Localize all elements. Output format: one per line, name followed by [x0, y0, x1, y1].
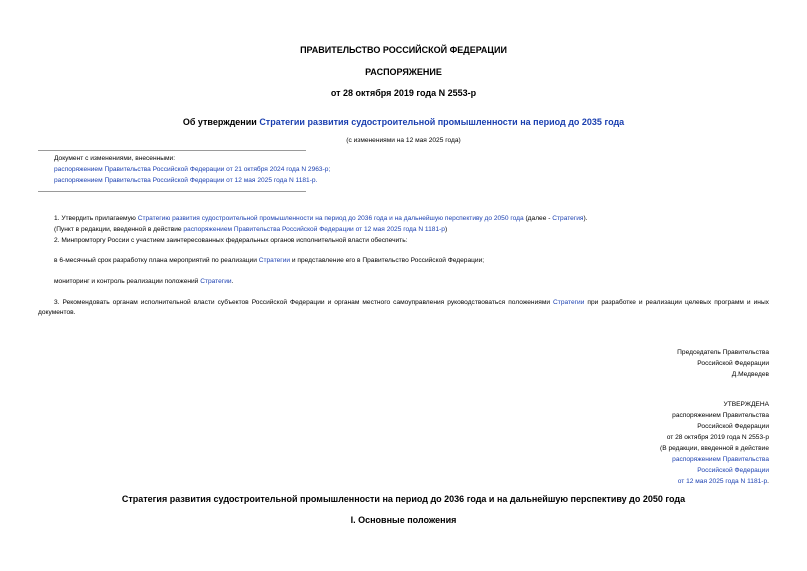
approved-link-3[interactable]: от 12 мая 2025 года N 1181-р	[677, 478, 768, 485]
p2a-text-a: в 6-месячный срок разработку плана мероприятий по реализации	[54, 257, 259, 264]
paragraph-2b	[54, 277, 233, 287]
document-date-number: от 28 октября 2019 года N 2553-р	[330, 88, 477, 98]
title-prefix: Об утверждении	[182, 117, 260, 127]
approved-line-5: (В редакции, введенной в действие	[660, 445, 769, 452]
changes-heading: Документ с изменениями, внесенными:	[54, 155, 176, 162]
p1-text-b: (далее -	[523, 215, 553, 222]
change-link-2025[interactable]: распоряжением Правительства Российской Федерации от 12 мая 2025 года N 1181-р.	[54, 177, 318, 184]
approved-link-3-row	[678, 478, 769, 485]
p2b-text-b: .	[231, 278, 234, 285]
p3-text-b: при разработке и реализации целевых программ и иных документов.	[38, 299, 769, 316]
government-heading: ПРАВИТЕЛЬСТВО РОССИЙСКОЙ ФЕДЕРАЦИИ	[300, 45, 507, 55]
approved-heading: УТВЕРЖДЕНА	[723, 401, 769, 408]
signature-position: Председатель Правительства	[677, 349, 769, 356]
p3-strategy-link[interactable]: Стратегии	[553, 299, 585, 306]
p1-note-link[interactable]: распоряжением Правительства Российской Федерации от 12 мая 2025 года N 1181-р	[183, 226, 445, 233]
section-title: I. Основные положения	[350, 515, 457, 525]
p1-text-c: ).	[583, 215, 588, 222]
paragraph-2: 2. Минпромторгу России с участием заинтересованных федеральных органов исполнительной власти обеспечить:	[54, 237, 408, 244]
paragraph-1-note	[54, 225, 447, 235]
p2b-text-a: мониторинг и контроль реализации положений	[54, 278, 201, 285]
approved-link-2[interactable]: Российской Федерации	[697, 467, 769, 474]
document-title	[0, 117, 807, 127]
change-link-2024[interactable]: распоряжением Правительства Российской Федерации от 21 октября 2024 года N 2963-р;	[54, 166, 331, 173]
approved-tail: .	[767, 478, 769, 485]
signature-country: Российской Федерации	[697, 360, 769, 367]
p1-note-text-a: (Пункт в редакции, введенной в действие	[54, 226, 184, 233]
paragraph-1	[54, 214, 588, 224]
p2a-strategy-link[interactable]: Стратегии	[258, 257, 291, 264]
changes-bottom-divider	[38, 191, 306, 192]
approved-line-2: распоряжением Правительства	[672, 412, 769, 419]
strategy-2035-link[interactable]: Стратегии развития судостроительной промышленности на период до 2035 года	[259, 117, 625, 127]
paragraph-2a	[54, 256, 484, 266]
strategy-short-link[interactable]: Стратегия	[552, 215, 584, 222]
signature-name: Д.Медведев	[731, 371, 769, 378]
p2b-strategy-link[interactable]: Стратегии	[200, 278, 232, 285]
approved-line-3: Российской Федерации	[697, 423, 769, 430]
p3-text-a: 3. Рекомендовать органам исполнительной власти субъектов Российской Федерации и органам местного самоуправления руководствоваться положениями	[54, 299, 554, 306]
strategy-2036-link[interactable]: Стратегию развития судостроительной промышленности на период до 2036 года и на дальнейшую перспективу до 2050 года	[137, 215, 524, 222]
p1-note-text-b: )	[444, 226, 448, 233]
paragraph-3	[38, 298, 769, 318]
approved-line-4: от 28 октября 2019 года N 2553-р	[666, 434, 769, 441]
approved-link-1[interactable]: распоряжением Правительства	[672, 456, 769, 463]
changes-top-divider	[38, 150, 306, 151]
strategy-title: Стратегия развития судостроительной промышленности на период до 2036 года и на дальнейшую перспективу до 2050 года	[121, 494, 686, 504]
document-type: РАСПОРЯЖЕНИЕ	[365, 67, 442, 77]
p1-text-a: 1. Утвердить прилагаемую	[54, 215, 138, 222]
p2a-text-b: и представление его в Правительство Российской Федерации;	[290, 257, 485, 264]
revision-note: (с изменениями на 12 мая 2025 года)	[346, 137, 461, 144]
